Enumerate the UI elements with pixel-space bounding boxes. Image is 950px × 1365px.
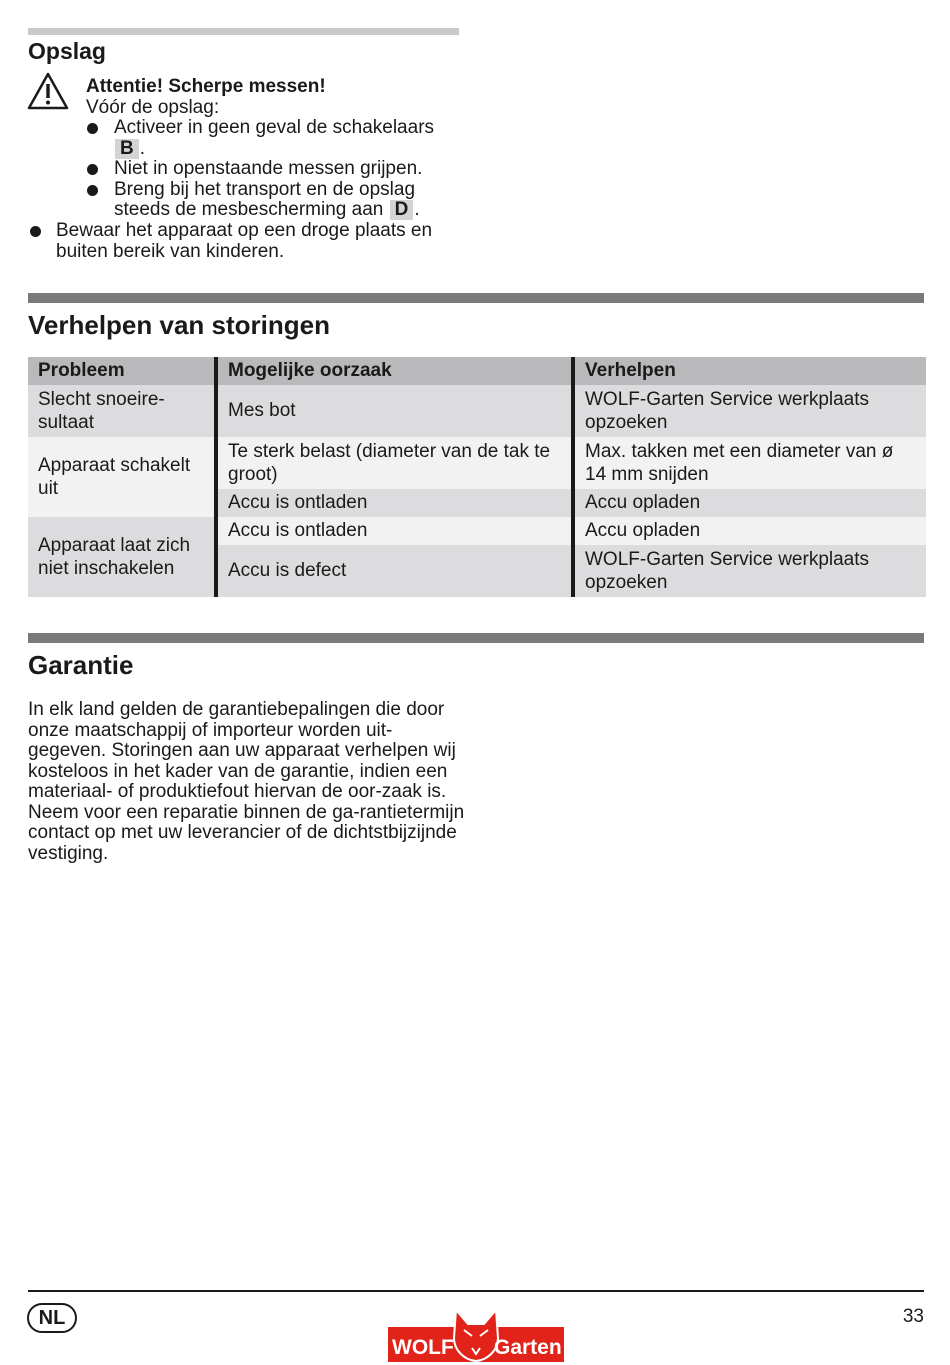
logo-text-left: WOLF	[392, 1336, 454, 1359]
problem-cell: Apparaat schakelt uit	[28, 437, 216, 517]
cause-cell: Accu is ontladen	[216, 489, 573, 517]
cause-cell: Te sterk belast (diameter van de tak te groot)	[216, 437, 573, 489]
section-rule	[28, 28, 459, 35]
list-item: Niet in openstaande messen grijpen.	[86, 159, 466, 180]
table-header-row	[28, 357, 926, 385]
warning-triangle-icon	[26, 71, 70, 111]
remedy-cell: WOLF-Garten Service werkplaats opzoeken	[573, 385, 926, 437]
cause-cell: Mes bot	[216, 385, 573, 437]
table-row	[28, 385, 926, 437]
language-badge: NL	[27, 1303, 77, 1333]
switch-badge: B	[115, 139, 139, 159]
troubleshooting-table	[28, 357, 926, 597]
storage-instructions	[86, 77, 466, 221]
problem-cell: Apparaat laat zich niet inschakelen	[28, 517, 216, 597]
problem-cell: Slecht snoeire-sultaat	[28, 385, 216, 437]
page-number: 33	[902, 1306, 924, 1327]
blade-guard-badge: D	[390, 200, 414, 220]
troubleshooting-heading: Verhelpen van storingen	[28, 310, 330, 340]
section-rule	[28, 633, 924, 643]
column-header: Mogelijke oorzaak	[216, 357, 573, 385]
cause-cell: Accu is defect	[216, 545, 573, 597]
column-header: Verhelpen	[573, 357, 926, 385]
table-row	[28, 437, 926, 489]
wolf-garten-logo	[388, 1308, 564, 1362]
remedy-cell: Accu opladen	[573, 517, 926, 545]
list-item: Bewaar het apparaat op een droge plaats en buiten bereik van kinderen.	[28, 221, 468, 262]
list-item: Breng bij het transport en de opslag steeds de mesbescherming aan D .	[86, 180, 466, 221]
storage-heading: Opslag	[28, 38, 106, 64]
remedy-cell: WOLF-Garten Service werkplaats opzoeken	[573, 545, 926, 597]
column-header: Probleem	[28, 357, 216, 385]
before-storage-label: Vóór de opslag:	[86, 96, 220, 118]
warning-title: Attentie! Scherpe messen!	[86, 76, 326, 97]
list-item: Activeer in geen geval de schakelaars B .	[86, 118, 466, 159]
remedy-cell: Max. takken met een diameter van ø 14 mm snijden	[573, 437, 926, 489]
table-row	[28, 517, 926, 545]
cause-cell: Accu is ontladen	[216, 517, 573, 545]
storage-outer-list	[28, 221, 468, 262]
warranty-heading: Garantie	[28, 650, 134, 680]
remedy-cell: Accu opladen	[573, 489, 926, 517]
logo-text-right: Garten	[494, 1336, 562, 1359]
footer-rule	[28, 1290, 924, 1292]
warranty-text: In elk land gelden de garantiebepalingen die door onze maatschappij of importeur worden uit-gegeven. Storingen aan uw apparaat verhelpen wij kosteloos in het kader van de garantie, indien een materiaal- of produktiefout hiervan de oor-zaak is. Neem voor een reparatie binnen de ga-rantietermijn contact op met uw leverancier of de dichtstbijzijnde vestiging.	[28, 699, 465, 864]
section-rule	[28, 293, 924, 303]
